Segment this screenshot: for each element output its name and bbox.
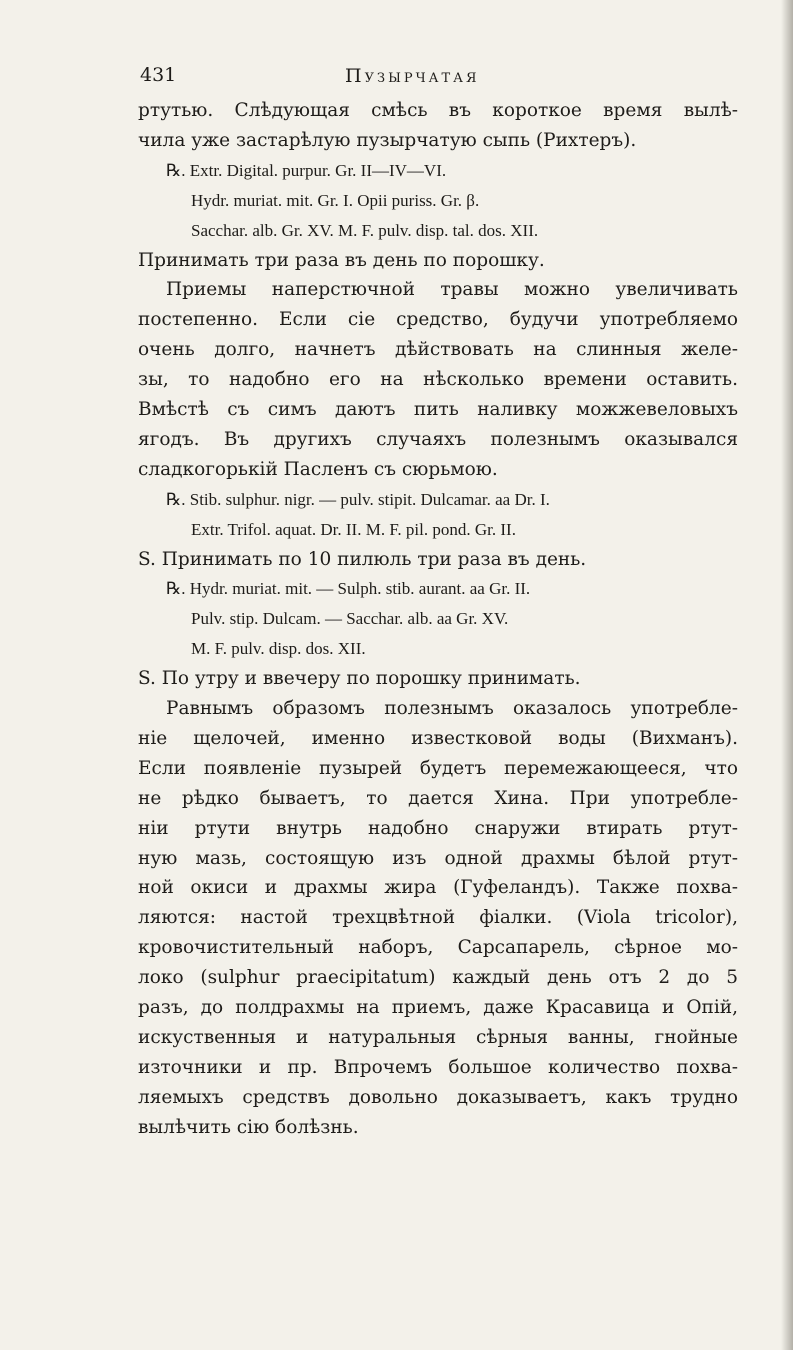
text-line: очень долго, начнетъ дѣйствовать на слинныя желе- — [138, 339, 738, 361]
text-line: ягодъ. Въ другихъ случаяхъ полезнымъ оказывался — [138, 428, 738, 450]
text-line: Если появленіе пузырей будетъ перемежающееся, что — [138, 757, 738, 779]
running-head: Пузырчатая — [345, 65, 480, 87]
text-line: ртутью. Слѣдующая смѣсь въ короткое время вылѣ- — [138, 100, 738, 121]
text-line: зы, то надобно его на нѣсколько времени оставить. — [138, 369, 738, 391]
text-line: ніи ртути внутрь надобно снаружи втирать ртут- — [138, 817, 738, 839]
page-number: 431 — [140, 64, 177, 86]
text-line: S. По утру и ввечеру по порошку принимать. — [138, 668, 581, 690]
page-header — [140, 64, 680, 94]
text-line: ℞. Hydr. muriat. mit. — Sulph. stib. aurant. aa Gr. II. — [166, 579, 531, 599]
text-line: Sacchar. alb. Gr. XV. M. F. pulv. disp. tal. dos. XII. — [191, 220, 539, 240]
text-line: чила уже застарѣлую пузырчатую сыпь (Рихтеръ). — [138, 129, 637, 151]
text-line: Extr. Trifol. aquat. Dr. II. M. F. pil. pond. Gr. II. — [191, 519, 516, 539]
text-line: ной окиси и драхмы жира (Гуфеландъ). Также похва- — [138, 877, 738, 899]
text-line: искуственныя и натуральныя сѣрныя ванны, гнойные — [138, 1026, 738, 1048]
text-line: M. F. pulv. disp. dos. XII. — [191, 639, 366, 659]
text-line: ляемыхъ средствъ довольно доказываетъ, какъ трудно — [138, 1086, 738, 1108]
text-line: разъ, до полдрахмы на приемъ, даже Красавица и Опій, — [138, 997, 738, 1018]
text-line: ную мазь, состоящую изъ одной драхмы бѣлой ртут- — [138, 847, 738, 869]
text-line: локо (sulphur praecipitatum) каждый день отъ 2 до 5 — [138, 967, 738, 989]
text-line: не рѣдко бываетъ, то дается Хина. При употребле- — [138, 787, 738, 809]
text-line: Pulv. stip. Dulcam. — Sacchar. alb. aa Gr. XV. — [191, 609, 509, 629]
text-line: сладкогорькій Пасленъ съ сюрьмою. — [138, 458, 498, 480]
text-line: S. Принимать по 10 пилюль три раза въ день. — [138, 548, 587, 570]
text-line: Равнымъ образомъ полезнымъ оказалось употребле- — [166, 698, 738, 719]
text-line: Приемы наперстючной травы можно увеличивать — [166, 279, 738, 301]
text-line: ляются: настой трехцвѣтной фіалки. (Viola tricolor), — [138, 907, 738, 929]
page-edge-shadow — [781, 0, 793, 1350]
text-line: източники и пр. Впрочемъ большое количество похва- — [138, 1056, 738, 1078]
text-line: Hydr. muriat. mit. Gr. I. Opii puriss. Gr. β. — [191, 190, 480, 210]
text-line: Принимать три раза въ день по порошку. — [138, 249, 545, 271]
text-line: ℞. Extr. Digital. purpur. Gr. II—IV—VI. — [166, 160, 447, 180]
text-line: вылѣчить сію болѣзнь. — [138, 1116, 359, 1138]
text-line: ніе щелочей, именно известковой воды (Вихманъ). — [138, 727, 738, 749]
text-line: кровочистительный наборъ, Сарсапарель, сѣрное мо- — [138, 937, 738, 959]
text-line: Вмѣстѣ съ симъ даютъ пить наливку можжевеловыхъ — [138, 399, 738, 420]
text-line: ℞. Stib. sulphur. nigr. — pulv. stipit. Dulcamar. aa Dr. I. — [166, 489, 550, 509]
text-line: постепенно. Если сіе средство, будучи употребляемо — [138, 309, 738, 331]
